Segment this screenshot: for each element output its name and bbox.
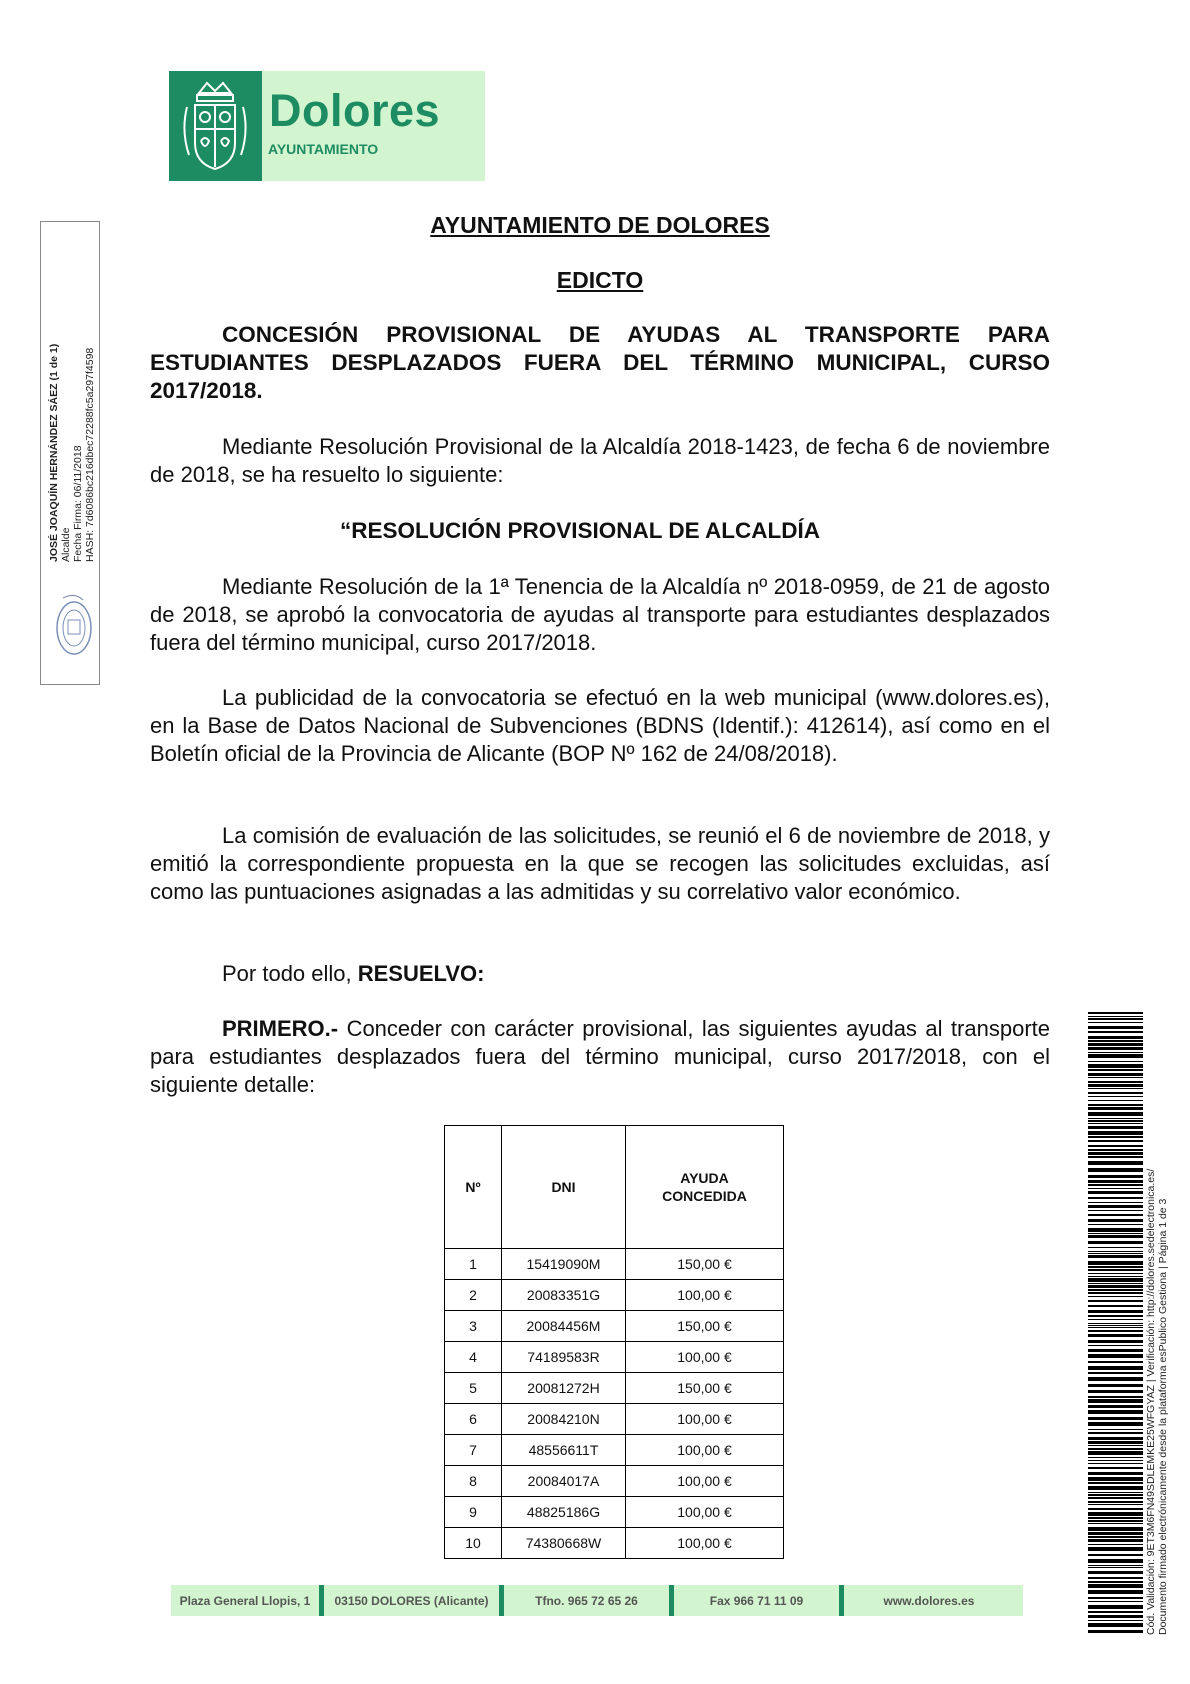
cell-dni: 20083351G — [502, 1280, 626, 1311]
signature-date: Fecha Firma: 06/11/2018 — [72, 445, 84, 562]
cell-num: 5 — [445, 1373, 502, 1404]
paragraph-3 — [150, 822, 1050, 906]
cell-num: 7 — [445, 1435, 502, 1466]
cell-ayuda: 150,00 € — [626, 1311, 784, 1342]
cell-ayuda: 100,00 € — [626, 1497, 784, 1528]
table-row — [445, 1435, 784, 1466]
logo-subtitle: AYUNTAMIENTO — [268, 141, 379, 157]
resuelvo-prefix: Por todo ello, — [222, 961, 358, 986]
table-header-row — [445, 1126, 784, 1249]
primero-text: Conceder con carácter provisional, las siguientes ayudas al transporte para estudiantes desplazados fuera del término municipal, curso 2017/2018, con el siguiente detalle: — [150, 1016, 1050, 1097]
signer-role: Alcalde — [60, 527, 72, 562]
verification-text — [1145, 1075, 1169, 1635]
cell-ayuda: 100,00 € — [626, 1528, 784, 1559]
cell-ayuda: 100,00 € — [626, 1404, 784, 1435]
verification-line-1: Cód. Validación: 9ET3M6FN49SDLEMKE25WFGYAZ | Verificación: http://dolores.sedelectronica.es/ — [1145, 1168, 1157, 1635]
footer-city: 03150 DOLORES (Alicante) — [334, 1593, 489, 1608]
municipal-logo — [169, 71, 485, 181]
table-row — [445, 1466, 784, 1497]
header-ayuda: AYUDA CONCEDIDA — [626, 1126, 784, 1249]
cell-dni: 20084456M — [502, 1311, 626, 1342]
cell-dni: 20084210N — [502, 1404, 626, 1435]
table-row — [445, 1373, 784, 1404]
cell-num: 3 — [445, 1311, 502, 1342]
cell-dni: 48825186G — [502, 1497, 626, 1528]
cell-dni: 48556611T — [502, 1435, 626, 1466]
cell-num: 6 — [445, 1404, 502, 1435]
document-title: AYUNTAMIENTO DE DOLORES — [430, 212, 770, 238]
logo-name: Dolores — [269, 85, 441, 136]
cell-ayuda: 100,00 € — [626, 1435, 784, 1466]
footer-bar — [171, 1585, 1023, 1616]
table-body — [445, 1249, 784, 1559]
intro-paragraph — [150, 433, 1050, 489]
resuelvo-line — [150, 960, 1050, 988]
primero-paragraph — [150, 1015, 1050, 1099]
paragraph-2 — [150, 684, 1050, 768]
signature-seal-icon — [53, 590, 95, 667]
cell-ayuda: 100,00 € — [626, 1466, 784, 1497]
table-row — [445, 1249, 784, 1280]
resuelvo-label: RESUELVO: — [357, 961, 485, 986]
table-row — [445, 1528, 784, 1559]
signature-text — [48, 312, 96, 562]
cell-num: 10 — [445, 1528, 502, 1559]
cell-ayuda: 100,00 € — [626, 1280, 784, 1311]
footer-phone: Tfno. 965 72 65 26 — [535, 1593, 638, 1608]
cell-num: 4 — [445, 1342, 502, 1373]
table-row — [445, 1311, 784, 1342]
paragraph-3-text: La comisión de evaluación de las solicitudes, se reunió el 6 de noviembre de 2018, y emitió la correspondiente propuesta en la que se recogen las solicitudes excluidas, así como las puntuaciones asignadas a las admitidas y su correlativo valor económico. — [150, 823, 1050, 904]
coat-of-arms-icon — [169, 71, 262, 181]
cell-dni: 20081272H — [502, 1373, 626, 1404]
verification-line-2: Documento firmado electrónicamente desde la plataforma esPublico Gestiona | Página 1 de 3 — [1157, 1198, 1169, 1635]
cell-num: 8 — [445, 1466, 502, 1497]
cell-ayuda: 150,00 € — [626, 1249, 784, 1280]
intro-text: Mediante Resolución Provisional de la Alcaldía 2018-1423, de fecha 6 de noviembre de 2018, se ha resuelto lo siguiente: — [150, 434, 1050, 487]
paragraph-1 — [150, 573, 1050, 657]
signer-name: JOSÉ JOAQUÍN HERNÁNDEZ SÁEZ (1 de 1) — [48, 343, 60, 562]
resolution-title: “RESOLUCIÓN PROVISIONAL DE ALCALDÍA — [340, 518, 821, 543]
footer-web-link[interactable]: www.dolores.es — [883, 1593, 975, 1608]
cell-dni: 15419090M — [502, 1249, 626, 1280]
cell-dni: 20084017A — [502, 1466, 626, 1497]
table-row — [445, 1404, 784, 1435]
cell-ayuda: 100,00 € — [626, 1342, 784, 1373]
barcode-icon — [1088, 1012, 1143, 1634]
cell-num: 1 — [445, 1249, 502, 1280]
cell-num: 2 — [445, 1280, 502, 1311]
grants-table — [444, 1125, 784, 1559]
header-dni: DNI — [502, 1126, 626, 1249]
primero-label: PRIMERO.- — [222, 1016, 339, 1041]
header-num: Nº — [445, 1126, 502, 1249]
table-row — [445, 1497, 784, 1528]
footer-address: Plaza General Llopis, 1 — [179, 1593, 311, 1608]
table-row — [445, 1280, 784, 1311]
paragraph-1-text: Mediante Resolución de la 1ª Tenencia de la Alcaldía nº 2018-0959, de 21 de agosto de 2018, se aprobó la convocatoria de ayudas al transporte para estudiantes desplazados fuera del término municipal, curso 2017/2018. — [150, 574, 1050, 655]
cell-dni: 74189583R — [502, 1342, 626, 1373]
cell-ayuda: 150,00 € — [626, 1373, 784, 1404]
cell-dni: 74380668W — [502, 1528, 626, 1559]
cell-num: 9 — [445, 1497, 502, 1528]
document-type: EDICTO — [556, 267, 644, 293]
paragraph-2-text: La publicidad de la convocatoria se efectuó en la web municipal (www.dolores.es), en la Base de Datos Nacional de Subvenciones (BDNS (Identif.): 412614), así como en el Boletín oficial de la Provincia de Alicante (BOP Nº 162 de 24/08/2018). — [150, 685, 1050, 766]
table-row — [445, 1342, 784, 1373]
document-subject: CONCESIÓN PROVISIONAL DE AYUDAS AL TRANSPORTE PARA ESTUDIANTES DESPLAZADOS FUERA DEL TÉRMINO MUNICIPAL, CURSO 2017/2018. — [150, 322, 1050, 403]
signature-hash: HASH: 7d6086bc216dbec72288fc5a297f4598 — [84, 347, 96, 562]
footer-fax: Fax 966 71 11 09 — [709, 1593, 804, 1608]
